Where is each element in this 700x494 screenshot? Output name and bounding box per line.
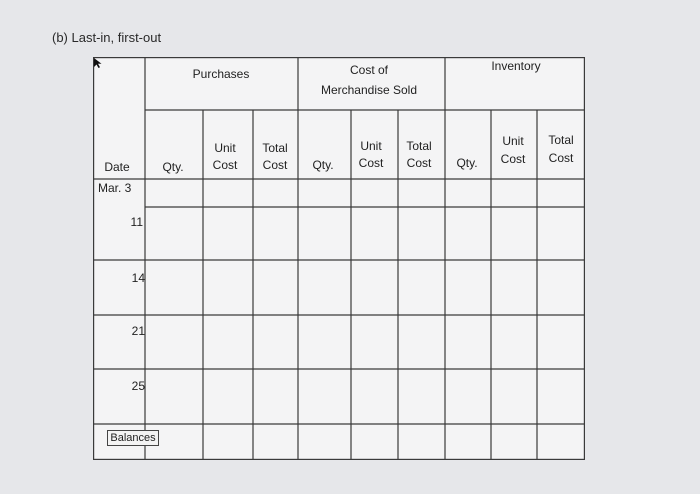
- group-header-inventory: Inventory: [491, 59, 541, 73]
- row-date-25: 25: [131, 379, 145, 393]
- col-header-cogs-qty: Qty.: [312, 158, 334, 172]
- col-header-cogs-total-cost: Cost: [406, 156, 432, 170]
- col-header-inventory-unit: Unit: [502, 134, 524, 148]
- col-header-inventory-total-cost: Cost: [548, 151, 574, 165]
- mouse-cursor-icon: [93, 57, 103, 69]
- worksheet-paper: [93, 57, 585, 460]
- row-date-14: 14: [131, 271, 145, 285]
- col-header-purchases-total: Total: [262, 141, 288, 155]
- group-header-purchases: Purchases: [192, 67, 250, 81]
- group-header-cost-of: Cost of: [349, 63, 389, 77]
- col-header-inventory-unit-cost: Cost: [500, 152, 526, 166]
- col-header-cogs-unit-cost: Cost: [358, 156, 384, 170]
- col-header-cogs-total: Total: [406, 139, 432, 153]
- col-header-purchases-total-cost: Cost: [262, 158, 288, 172]
- col-header-purchases-unit: Unit: [214, 141, 236, 155]
- row-date-21: 21: [131, 324, 145, 338]
- col-header-inventory-qty: Qty.: [456, 156, 478, 170]
- lifo-worksheet-table: [93, 57, 585, 460]
- row-label-balances: Balances: [107, 430, 159, 446]
- row-date-mar-3: Mar. 3: [98, 181, 132, 195]
- page-title: (b) Last-in, first-out: [52, 30, 162, 45]
- col-header-purchases-unit-cost: Cost: [212, 158, 238, 172]
- row-date-11: 11: [130, 215, 143, 229]
- worksheet-grid: [93, 57, 585, 460]
- col-header-inventory-total: Total: [548, 133, 574, 147]
- col-header-cogs-unit: Unit: [360, 139, 382, 153]
- col-header-date: Date: [104, 160, 130, 174]
- col-header-purchases-qty: Qty.: [162, 160, 184, 174]
- group-header-merchandise-sold: Merchandise Sold: [320, 83, 418, 97]
